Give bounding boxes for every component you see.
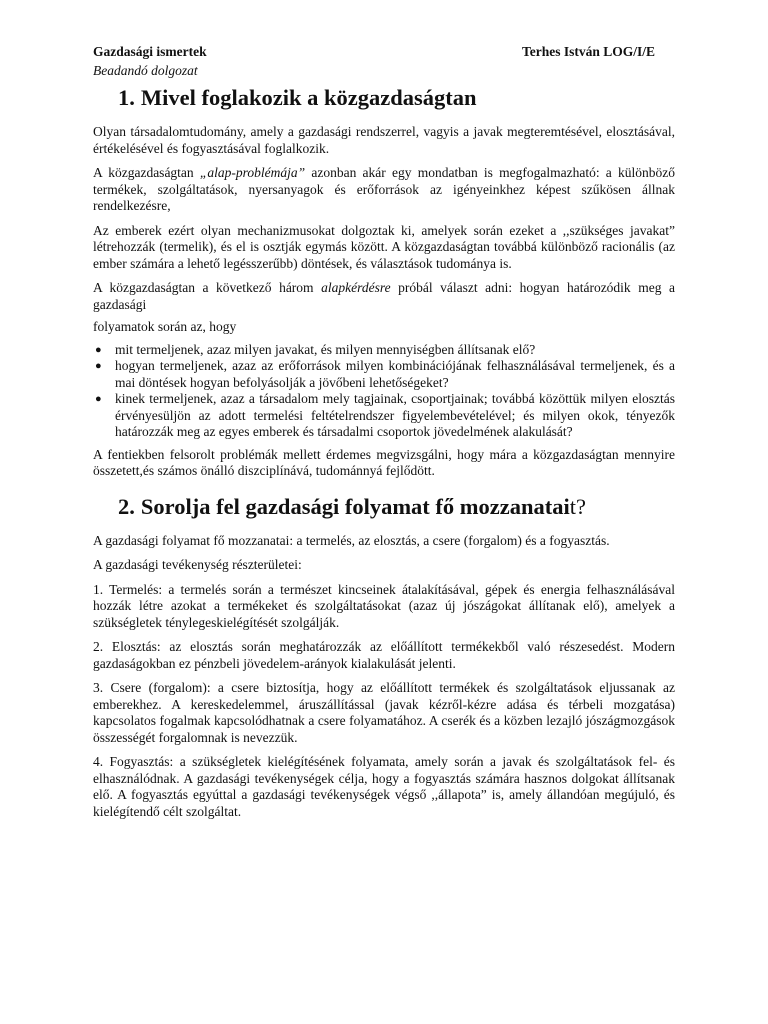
paragraph-text: próbál választ adni: hogyan határozódik meg a gazdasági (93, 280, 675, 312)
list-item-text: kinek termeljenek, azaz a társadalom mely tagjainak, csoportjainak; továbbá közöttük milyen elosztás érvényesüljön az adott termelési feltételrendszer figyelembevételével; és milyen okok, tényezők határozzák meg az egyes emberek és társadalmi csoportok jövedelmének alakulását? (115, 391, 675, 439)
course-title: Gazdasági ismertek (93, 44, 207, 59)
list-item (95, 358, 675, 391)
list-item-text: hogyan termeljenek, azaz az erőforrások milyen kombinációjának felhasználásával termeljenek, és a mai döntések hogyan befolyásolják a jövőbeni lehetőségeket? (115, 358, 675, 390)
bullet-icon: ● (95, 393, 102, 405)
paragraph-text: A közgazdaságtan (93, 165, 200, 180)
emphasized-term: alapkérdésre (321, 280, 391, 295)
list-item (95, 341, 675, 359)
section2-title-end: t? (569, 493, 587, 519)
section2-number: 2. (118, 493, 135, 519)
section1-heading (118, 85, 675, 111)
list-item (95, 391, 675, 441)
paragraph-text: A közgazdaságtan a következő három (93, 280, 322, 295)
section2-heading (118, 494, 675, 520)
author-name: Terhes István LOG/I/E (521, 44, 655, 59)
bullet-icon: ● (95, 360, 102, 372)
page-header (93, 44, 675, 60)
section2-title: Sorolja fel gazdasági folyamat fő mozzanatai (140, 493, 570, 519)
section2-paragraph-3: 1. Termelés: a termelés során a természet kincseinek átalakításával, gépek és energia felhasználásával hozzák létre azokat a termékeket és szolgáltatásokat (azaz új jószágokat állítanak elő), amelyek a szükségletek ténylegeskielégítését szolgálják. (93, 581, 675, 630)
section1-number: 1. (118, 85, 135, 110)
section2-paragraph-1: A gazdasági folyamat fő mozzanatai: a termelés, az elosztás, a csere (forgalom) és a fogyasztás. (93, 532, 610, 548)
section2-paragraph-6: 4. Fogyasztás: a szükségletek kielégítésének folyamata, amely során a javak és szolgáltatások fel- és elhasználódnak. A gazdasági tevékenységek célja, hogy a fogyasztás számára hasznos dolgokat állítsanak elő. A fogyasztás egyúttal a gazdasági tevékenységek végső ,,állapota” is, amely állandóan megújuló, és kielégítendő célt szolgáltat. (93, 754, 675, 819)
section1-paragraph-2 (93, 165, 675, 215)
section2-paragraph-4: 2. Elosztás: az elosztás során meghatározzák az előállított termékekből való részesedést. Modern gazdaságokban ez pénzbeli jövedelem-arányok kialakulását jelenti. (93, 639, 675, 671)
section2-paragraph-2: A gazdasági tevékenység részterületei: (93, 557, 302, 572)
section1-paragraph-1: Olyan társadalomtudomány, amely a gazdasági rendszerrel, vagyis a javak megteremtésével, elosztásával, értékelésével és fogyasztásával foglalkozik. (93, 124, 675, 156)
bullet-icon: ● (95, 343, 102, 356)
document-subtitle: Beadandó dolgozat (93, 63, 198, 78)
paragraph-text: azonban akár egy mondatban is megfogalmazható: a különböző termékek, szolgáltatások, nyersanyagok és erőforrások az igényeinkhez képest szűkösen állnak rendelkezésre, (93, 165, 675, 213)
section2-paragraph-5: 3. Csere (forgalom): a csere biztosítja, hogy az előállított termékek és szolgáltatások eljussanak az emberekhez. A kereskedelemmel, áruszállítással (javak kézről-kézre adása és térbeli mozgatása) kapcsolatos fogalmak kapcsolódhatnak a csere folyamatához. A cserék és a közben lezajló jószágmozgások összességét forgalomnak is nevezzük. (93, 680, 675, 745)
list-item-text: mit termeljenek, azaz milyen javakat, és milyen mennyiségben állítsanak elő? (115, 341, 536, 357)
section1-title: Mivel foglakozik a közgazdaságtan (140, 85, 477, 110)
section1-paragraph-5: folyamatok során az, hogy (93, 319, 237, 334)
section1-paragraph-3: Az emberek ezért olyan mechanizmusokat dolgoztak ki, amelyek során ezeket a ,,szükséges javakat” létrehozzák (termelik), és el is osztják egymás között. A közgazdaságtan továbbá különböző racionális (az ember számára a lehető legésszerűbb) döntések, és választások tudománya is. (93, 222, 675, 271)
section1-paragraph-4 (93, 280, 675, 313)
emphasized-term: „alap-problémája” (199, 165, 306, 180)
section1-paragraph-6: A fentiekben felsorolt problémák mellett érdemes megvizsgálni, hogy mára a közgazdaságtan mennyire összetett,és számos önálló diszciplínává, tudománnyá fejlődött. (93, 446, 675, 478)
question-list (93, 342, 675, 441)
